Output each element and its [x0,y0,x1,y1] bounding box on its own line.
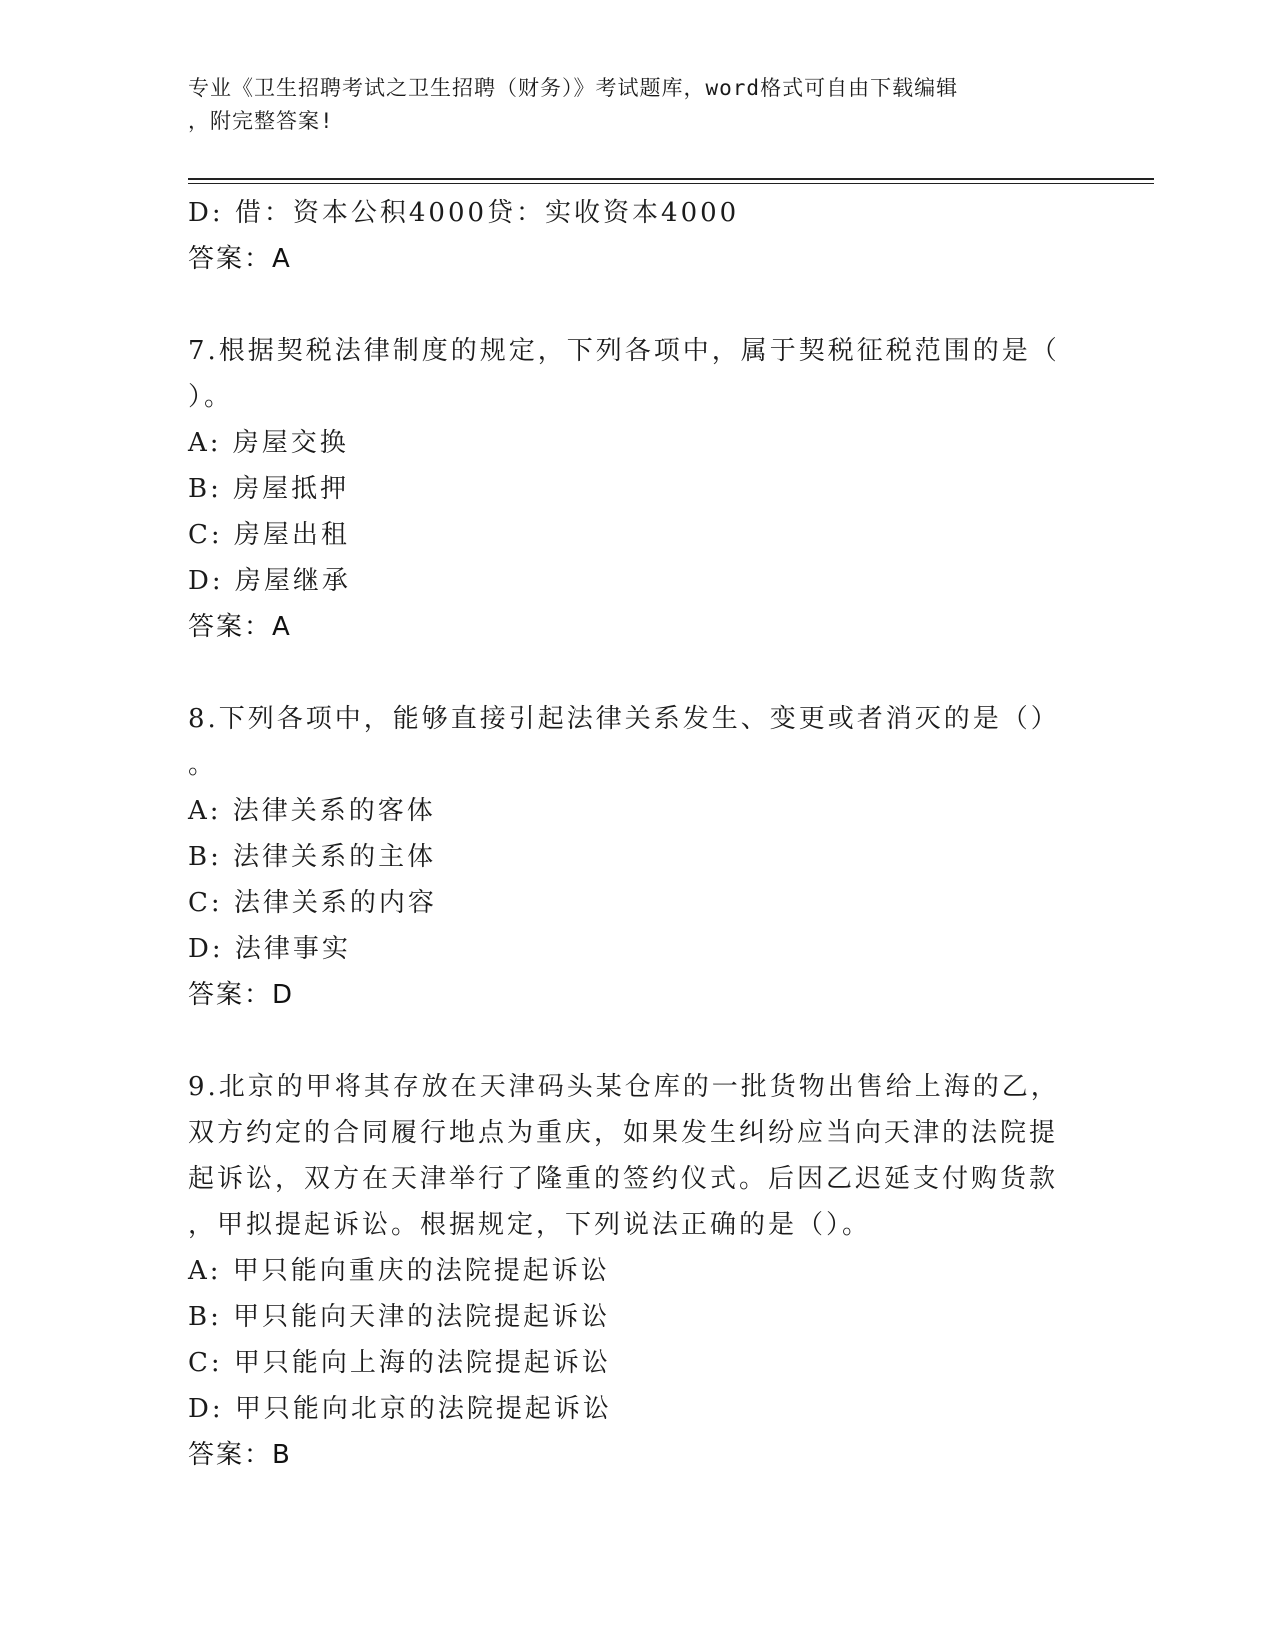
option-d: D: 借：资本公积4000贷：实收资本4000 [188,198,740,228]
spacer [188,282,1068,328]
question-stem-line: 9.北京的甲将其存放在天津码头某仓库的一批货物出售给上海的乙， [188,1072,1060,1102]
header-divider-thin [188,183,1154,184]
question-stem-line: 双方约定的合同履行地点为重庆，如果发生纠纷应当向天津的法院提 [188,1118,1059,1148]
answer-line: 答案：A [188,244,292,274]
option-a: A: 甲只能向重庆的法院提起诉讼 [188,1256,610,1286]
document-header [188,72,1068,138]
question-stem-line: 起诉讼，双方在天津举行了隆重的签约仪式。后因乙迟延支付购货款 [188,1164,1059,1194]
question-7 [188,328,1068,650]
option-d: D: 法律事实 [188,934,351,964]
option-a: A: 房屋交换 [188,428,349,458]
question-9 [188,1064,1068,1478]
option-c: C: 甲只能向上海的法院提起诉讼 [188,1348,611,1378]
option-c: C: 法律关系的内容 [188,888,437,918]
option-b: B: 法律关系的主体 [188,842,437,872]
option-b: B: 甲只能向天津的法院提起诉讼 [188,1302,611,1332]
previous-question-tail [188,190,1068,282]
option-d: D: 甲只能向北京的法院提起诉讼 [188,1394,612,1424]
question-list [188,190,1068,1478]
question-stem-line: 。 [188,750,218,780]
option-c: C: 房屋出租 [188,520,350,550]
question-8 [188,696,1068,1018]
question-stem-line: 7.根据契税法律制度的规定，下列各项中，属于契税征税范围的是（ [188,336,1060,366]
question-stem-line: ，甲拟提起诉讼。根据规定，下列说法正确的是（）。 [188,1210,872,1240]
answer-line: 答案：D [188,980,295,1010]
spacer [188,1018,1068,1064]
option-d: D: 房屋继承 [188,566,351,596]
answer-line: 答案：B [188,1440,292,1470]
header-title-line-1: 专业《卫生招聘考试之卫生招聘（财务）》考试题库，word格式可自由下载编辑 [188,76,959,100]
spacer [188,650,1068,696]
option-a: A: 法律关系的客体 [188,796,436,826]
question-stem-line: 8.下列各项中，能够直接引起法律关系发生、变更或者消灭的是（） [188,704,1060,734]
option-b: B: 房屋抵押 [188,474,350,504]
header-title-line-2: ，附完整答案! [188,109,334,133]
answer-line: 答案：A [188,612,292,642]
header-divider-thick [188,178,1154,180]
question-stem-line: ）。 [188,382,234,412]
